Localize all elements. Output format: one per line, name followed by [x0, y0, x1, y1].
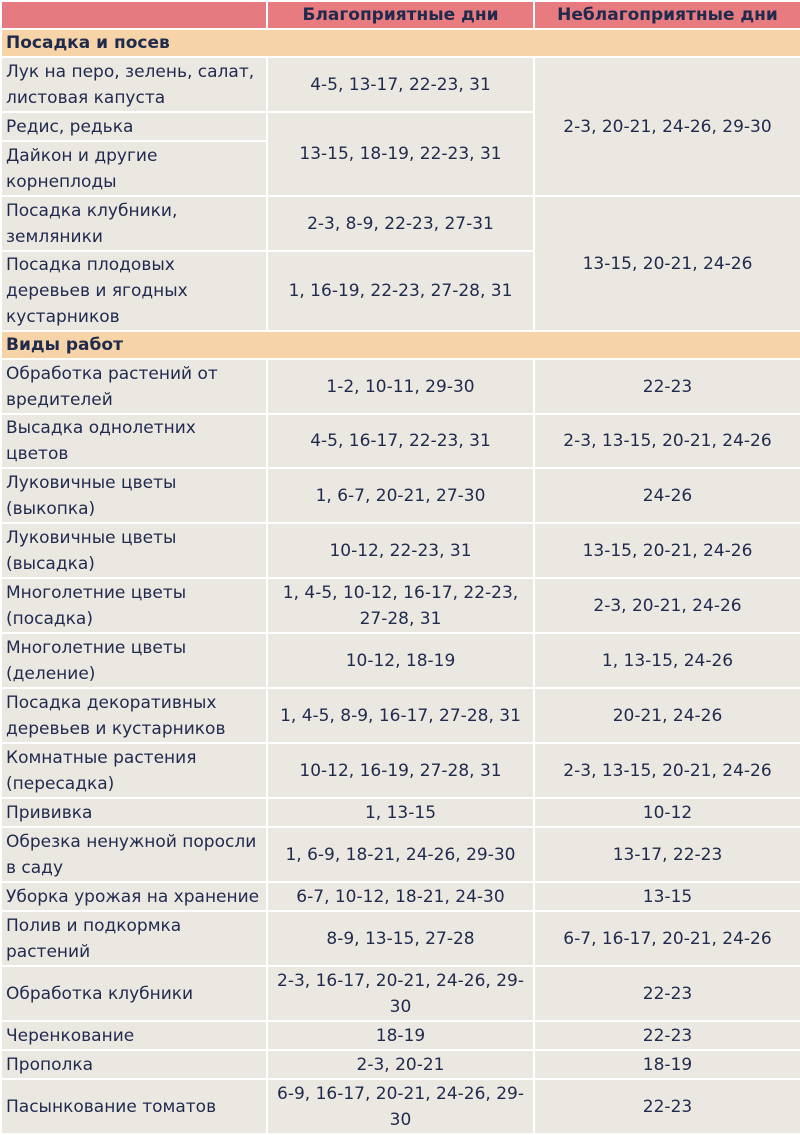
table-row	[1, 743, 800, 798]
favorable-days-cell: 13-15, 18-19, 22-23, 31	[267, 112, 534, 196]
unfavorable-days-cell: 10-12	[534, 798, 800, 827]
table-row	[1, 414, 800, 468]
table-row	[1, 578, 800, 633]
favorable-days-cell: 1-2, 10-11, 29-30	[267, 359, 534, 414]
table-row	[1, 633, 800, 688]
favorable-days-cell: 10-12, 18-19	[267, 633, 534, 688]
row-label: Луковичные цветы (высадка)	[1, 523, 267, 578]
row-label: Высадка однолетних цветов	[1, 414, 267, 468]
unfavorable-days-cell: 2-3, 20-21, 24-26, 29-30	[534, 57, 800, 196]
table-row	[1, 798, 800, 827]
row-label: Уборка урожая на хранение	[1, 882, 267, 911]
row-label: Многолетние цветы (деление)	[1, 633, 267, 688]
favorable-days-cell: 2-3, 8-9, 22-23, 27-31	[267, 196, 534, 251]
favorable-days-cell: 2-3, 16-17, 20-21, 24-26, 29-30	[267, 966, 534, 1021]
row-label: Прополка	[1, 1050, 267, 1079]
table-row	[1, 523, 800, 578]
section-row	[1, 331, 800, 359]
section-title: Посадка и посев	[1, 29, 800, 57]
favorable-days-cell: 6-9, 16-17, 20-21, 24-26, 29-30	[267, 1079, 534, 1134]
row-label: Посадка клубники, земляники	[1, 196, 267, 251]
row-label: Комнатные растения (пересадка)	[1, 743, 267, 798]
unfavorable-days-cell: 24-26	[534, 468, 800, 523]
unfavorable-days-cell: 2-3, 13-15, 20-21, 24-26	[534, 743, 800, 798]
table-row	[1, 1079, 800, 1134]
table-row	[1, 359, 800, 414]
row-label: Черенкование	[1, 1021, 267, 1050]
row-label: Обрезка ненужной поросли в саду	[1, 827, 267, 882]
unfavorable-days-cell: 22-23	[534, 966, 800, 1021]
row-label: Редис, редька	[1, 112, 267, 141]
table-row	[1, 468, 800, 523]
unfavorable-days-cell: 22-23	[534, 1079, 800, 1134]
unfavorable-days-cell: 1, 13-15, 24-26	[534, 633, 800, 688]
favorable-days-cell: 1, 6-9, 18-21, 24-26, 29-30	[267, 827, 534, 882]
table-row	[1, 911, 800, 966]
unfavorable-days-cell: 13-17, 22-23	[534, 827, 800, 882]
row-label: Обработка клубники	[1, 966, 267, 1021]
favorable-days-cell: 1, 16-19, 22-23, 27-28, 31	[267, 251, 534, 331]
unfavorable-days-cell: 13-15	[534, 882, 800, 911]
row-label: Пасынкование томатов	[1, 1079, 267, 1134]
table-row	[1, 688, 800, 743]
table-row	[1, 827, 800, 882]
unfavorable-days-cell: 22-23	[534, 1021, 800, 1050]
table-row	[1, 882, 800, 911]
unfavorable-days-cell: 2-3, 13-15, 20-21, 24-26	[534, 414, 800, 468]
header-unfavorable-days: Неблагоприятные дни	[534, 1, 800, 29]
favorable-days-cell: 10-12, 16-19, 27-28, 31	[267, 743, 534, 798]
unfavorable-days-cell: 2-3, 20-21, 24-26	[534, 578, 800, 633]
unfavorable-days-cell: 22-23	[534, 359, 800, 414]
unfavorable-days-cell: 18-19	[534, 1050, 800, 1079]
row-label: Полив и подкормка растений	[1, 911, 267, 966]
header-empty-cell	[1, 1, 267, 29]
row-label: Прививка	[1, 798, 267, 827]
favorable-days-cell: 2-3, 20-21	[267, 1050, 534, 1079]
row-label: Многолетние цветы (посадка)	[1, 578, 267, 633]
favorable-days-cell: 10-12, 22-23, 31	[267, 523, 534, 578]
favorable-days-cell: 4-5, 16-17, 22-23, 31	[267, 414, 534, 468]
favorable-days-cell: 4-5, 13-17, 22-23, 31	[267, 57, 534, 112]
table-row	[1, 57, 800, 112]
favorable-days-cell: 6-7, 10-12, 18-21, 24-30	[267, 882, 534, 911]
favorable-days-cell: 1, 13-15	[267, 798, 534, 827]
unfavorable-days-cell: 13-15, 20-21, 24-26	[534, 523, 800, 578]
unfavorable-days-cell: 13-15, 20-21, 24-26	[534, 196, 800, 331]
table-row	[1, 196, 800, 251]
favorable-days-cell: 1, 6-7, 20-21, 27-30	[267, 468, 534, 523]
table-row	[1, 966, 800, 1021]
favorable-days-cell: 1, 4-5, 8-9, 16-17, 27-28, 31	[267, 688, 534, 743]
row-label: Лук на перо, зелень, салат, листовая капуста	[1, 57, 267, 112]
section-title: Виды работ	[1, 331, 800, 359]
table-row	[1, 1021, 800, 1050]
favorable-days-cell: 18-19	[267, 1021, 534, 1050]
row-label: Дайкон и другие корнеплоды	[1, 141, 267, 196]
row-label: Обработка растений от вредителей	[1, 359, 267, 414]
header-favorable-days: Благоприятные дни	[267, 1, 534, 29]
favorable-days-cell: 1, 4-5, 10-12, 16-17, 22-23, 27-28, 31	[267, 578, 534, 633]
favorable-days-cell: 8-9, 13-15, 27-28	[267, 911, 534, 966]
unfavorable-days-cell: 20-21, 24-26	[534, 688, 800, 743]
row-label: Посадка плодовых деревьев и ягодных кустарников	[1, 251, 267, 331]
row-label: Луковичные цветы (выкопка)	[1, 468, 267, 523]
table-row	[1, 1050, 800, 1079]
section-row	[1, 29, 800, 57]
header-row	[1, 1, 800, 29]
unfavorable-days-cell: 6-7, 16-17, 20-21, 24-26	[534, 911, 800, 966]
row-label: Посадка декоративных деревьев и кустарников	[1, 688, 267, 743]
